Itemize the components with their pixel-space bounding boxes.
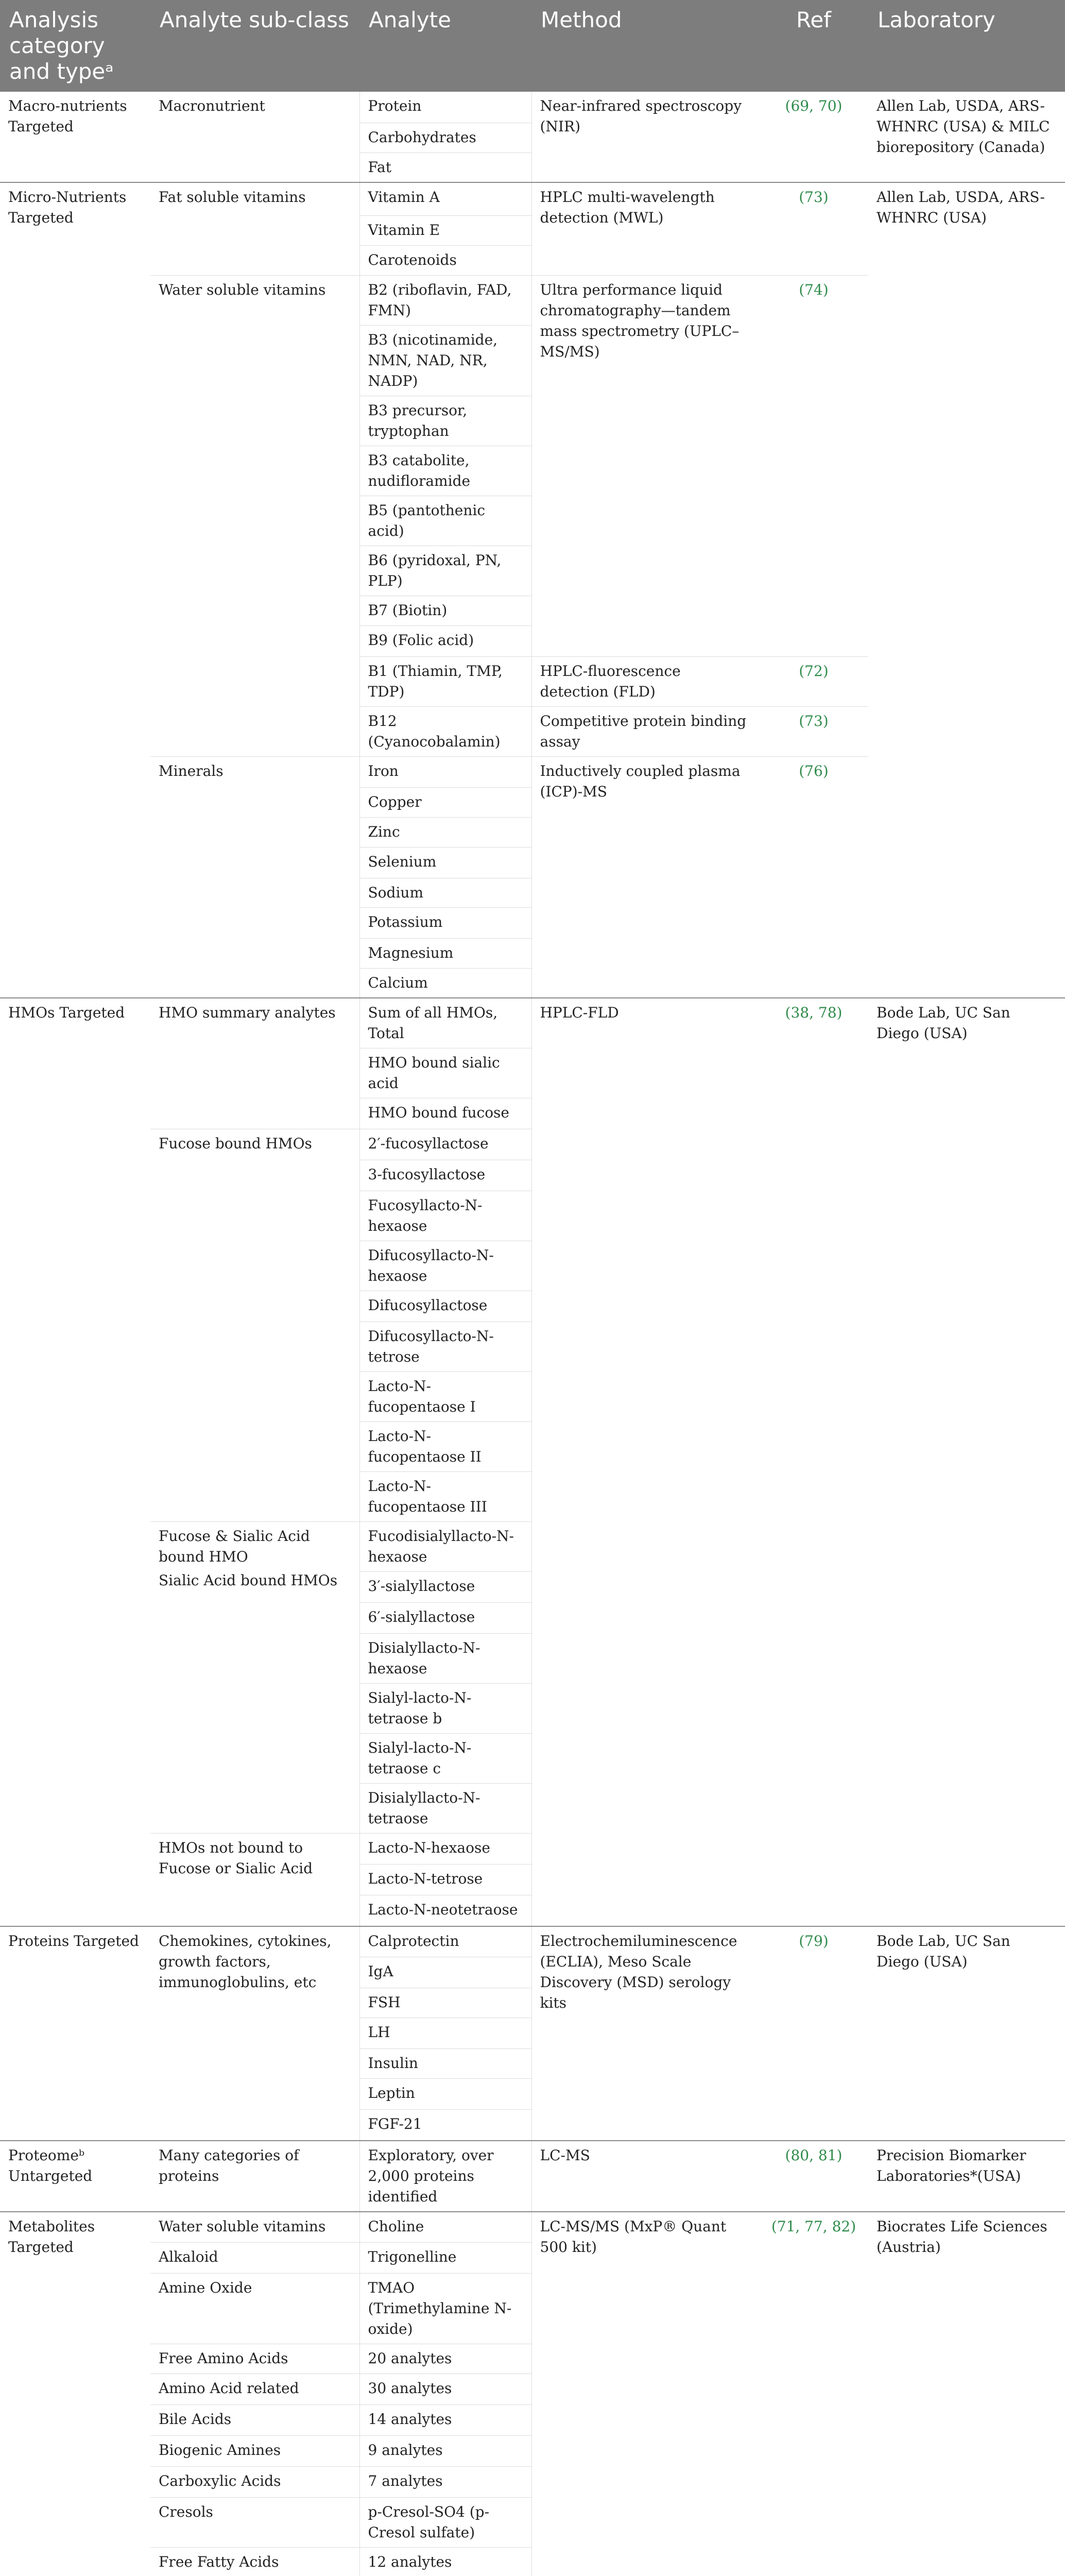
analyte-cell: 14 analytes — [359, 2405, 531, 2436]
subclass-cell: HMO summary analytes — [150, 998, 359, 1129]
subclass-cell: Chemokines, cytokines, growth factors, immunoglobulins, etc — [150, 1926, 359, 2141]
analyte-cell: Lacto-N-hexaose — [359, 1834, 531, 1865]
method-cell: HPLC-fluorescence detection (FLD) — [531, 656, 759, 706]
ref-cell — [759, 275, 868, 656]
analyte-cell: B7 (Biotin) — [359, 596, 531, 625]
method-cell: Ultra performance liquid chromatography—tandem mass spectrometry (UPLC–MS/MS) — [531, 275, 759, 656]
subclass-cell: Minerals — [150, 756, 359, 998]
laboratory-cell: Bode Lab, UC San Diego (USA) — [868, 1926, 1065, 2141]
subclass-cell: Macronutrient — [150, 92, 359, 182]
reference-link[interactable]: (79) — [799, 1932, 829, 1950]
subclass-cell: Biogenic Amines — [150, 2436, 359, 2467]
analyte-cell: FSH — [359, 1988, 531, 2018]
analyte-cell: B6 (pyridoxal, PN, PLP) — [359, 546, 531, 596]
method-cell: LC-MS — [531, 2141, 759, 2212]
analyte-cell: IgA — [359, 1957, 531, 1988]
subclass-cell: Free Fatty Acids — [150, 2548, 359, 2576]
analyte-cell: LH — [359, 2018, 531, 2049]
analyte-cell: Vitamin E — [359, 215, 531, 245]
analyte-cell: Leptin — [359, 2079, 531, 2110]
analyte-cell: Disialyllacto-N-tetraose — [359, 1784, 531, 1834]
laboratory-cell: Bode Lab, UC San Diego (USA) — [868, 998, 1065, 1926]
analyte-cell: Sodium — [359, 878, 531, 907]
subclass-cell: Many categories of proteins — [150, 2141, 359, 2212]
category-cell: Macro-nutrients Targeted — [0, 92, 150, 182]
analyte-cell: Calprotectin — [359, 1926, 531, 1957]
laboratory-cell: Biocrates Life Sciences (Austria) — [868, 2212, 1065, 2576]
laboratory-cell: Allen Lab, USDA, ARS-WHNRC (USA) & MILC biorepository (Canada) — [868, 92, 1065, 182]
category-cell: HMOs Targeted — [0, 998, 150, 1926]
analyte-cell: Difucosyllactose — [359, 1291, 531, 1322]
category-cell: Metabolites Targeted — [0, 2212, 150, 2576]
analyte-cell: Disialyllacto-N-hexaose — [359, 1634, 531, 1684]
analyte-cell: Lacto-N-tetrose — [359, 1865, 531, 1895]
analyte-cell: B3 precursor, tryptophan — [359, 396, 531, 446]
analyte-cell: Lacto-N-fucopentaose I — [359, 1372, 531, 1422]
ref-cell — [759, 706, 868, 756]
analyte-cell: FGF-21 — [359, 2110, 531, 2141]
method-cell: Electrochemiluminescence (ECLIA), Meso Scale Discovery (MSD) serology kits — [531, 1926, 759, 2141]
analyte-cell: Exploratory, over 2,000 proteins identified — [359, 2141, 531, 2212]
subclass-cell: Amino Acid related — [150, 2374, 359, 2405]
analyte-cell: Selenium — [359, 847, 531, 878]
subclass-cell: Water soluble vitamins — [150, 275, 359, 756]
table-row — [0, 2212, 1065, 2243]
header-ref: Ref — [759, 0, 868, 92]
analyte-cell: Choline — [359, 2212, 531, 2243]
analyte-cell: 2′-fucosyllactose — [359, 1129, 531, 1160]
method-cell: HPLC-FLD — [531, 998, 759, 1926]
category-cell: Proteomeᵇ Untargeted — [0, 2141, 150, 2212]
subclass-cell: Free Amino Acids — [150, 2344, 359, 2374]
ref-cell — [759, 182, 868, 275]
reference-link[interactable]: (74) — [799, 281, 829, 298]
analyte-cell: Trigonelline — [359, 2243, 531, 2274]
analyte-cell: 9 analytes — [359, 2436, 531, 2467]
analyte-cell: B3 catabolite, nudifloramide — [359, 446, 531, 496]
subclass-cell: Bile Acids — [150, 2405, 359, 2436]
analyte-cell: p-Cresol-SO4 (p-Cresol sulfate) — [359, 2498, 531, 2548]
analyte-cell: Fat — [359, 152, 531, 182]
analyte-cell: Insulin — [359, 2049, 531, 2079]
analyte-cell: Copper — [359, 787, 531, 817]
category-cell: Proteins Targeted — [0, 1926, 150, 2141]
table-header-row — [0, 0, 1065, 92]
ref-cell — [759, 756, 868, 998]
analyte-cell: Lacto-N-neotetraose — [359, 1895, 531, 1926]
header-method: Method — [531, 0, 759, 92]
table-body — [0, 92, 1065, 2576]
analyte-cell: Protein — [359, 92, 531, 123]
ref-cell — [759, 2141, 868, 2212]
analyte-cell: B5 (pantothenic acid) — [359, 496, 531, 546]
analyte-cell: HMO bound sialic acid — [359, 1048, 531, 1098]
table-row — [0, 92, 1065, 123]
analyte-cell: Difucosyllacto-N-hexaose — [359, 1241, 531, 1291]
laboratory-cell: Precision Biomarker Laboratories*(USA) — [868, 2141, 1065, 2212]
subclass-cell: Fat soluble vitamins — [150, 182, 359, 275]
reference-link[interactable]: (69, 70) — [785, 97, 843, 114]
header-analyte: Analyte — [359, 0, 531, 92]
reference-link[interactable]: (38, 78) — [785, 1004, 843, 1021]
subclass-cell — [150, 1522, 359, 1834]
subclass-cell: Amine Oxide — [150, 2274, 359, 2344]
header-laboratory: Laboratory — [868, 0, 1065, 92]
ref-cell — [759, 2212, 868, 2576]
method-cell: HPLC multi-wavelength detection (MWL) — [531, 182, 759, 275]
reference-link[interactable]: (73) — [799, 712, 829, 730]
method-cell: Competitive protein binding assay — [531, 706, 759, 756]
analyte-cell: Carbohydrates — [359, 123, 531, 152]
analyte-cell: 30 analytes — [359, 2374, 531, 2405]
analyte-cell: Fucosyllacto-N-hexaose — [359, 1191, 531, 1241]
analyte-cell: TMAO (Trimethylamine N-oxide) — [359, 2274, 531, 2344]
analyte-cell: B3 (nicotinamide, NMN, NAD, NR, NADP) — [359, 325, 531, 396]
method-cell: Inductively coupled plasma (ICP)-MS — [531, 756, 759, 998]
subclass-cell: HMOs not bound to Fucose or Sialic Acid — [150, 1834, 359, 1926]
subclass-cell: Water soluble vitamins — [150, 2212, 359, 2243]
analyte-cell: 3-fucosyllactose — [359, 1160, 531, 1191]
analyte-cell: Zinc — [359, 817, 531, 847]
laboratory-cell: Allen Lab, USDA, ARS-WHNRC (USA) — [868, 182, 1065, 998]
analyte-cell: 6′-sialyllactose — [359, 1603, 531, 1634]
analyte-cell: Fucodisialyllacto-N-hexaose — [359, 1522, 531, 1572]
analyte-cell: HMO bound fucose — [359, 1098, 531, 1129]
analyte-cell: Iron — [359, 756, 531, 787]
reference-link[interactable]: (72) — [799, 662, 829, 680]
subclass-cell: Fucose bound HMOs — [150, 1129, 359, 1522]
analyte-cell: Sum of all HMOs, Total — [359, 998, 531, 1048]
ref-cell — [759, 92, 868, 182]
analyte-cell: Calcium — [359, 968, 531, 998]
analyte-cell: 20 analytes — [359, 2344, 531, 2374]
table-row — [0, 1926, 1065, 1957]
subclass-cell: Alkaloid — [150, 2243, 359, 2274]
reference-link[interactable]: (76) — [799, 762, 829, 779]
analyte-cell: Lacto-N-fucopentaose II — [359, 1422, 531, 1472]
analyte-cell: Difucosyllacto-N-tetrose — [359, 1322, 531, 1372]
header-subclass: Analyte sub-class — [150, 0, 359, 92]
analyte-cell: 3′-sialyllactose — [359, 1572, 531, 1603]
reference-link[interactable]: (71, 77, 82) — [771, 2217, 856, 2235]
ref-cell — [759, 656, 868, 706]
analyte-cell: B12 (Cyanocobalamin) — [359, 706, 531, 756]
analyte-cell: Potassium — [359, 907, 531, 938]
analyte-cell: 7 analytes — [359, 2467, 531, 2498]
subclass-cell: Carboxylic Acids — [150, 2467, 359, 2498]
cell-line: Sialic Acid bound HMOs — [159, 1572, 338, 1589]
analyte-cell: Sialyl-lacto-N-tetraose b — [359, 1684, 531, 1734]
ref-cell — [759, 998, 868, 1926]
ref-cell — [759, 1926, 868, 2141]
table-row — [0, 2141, 1065, 2212]
cell-line: Fucose & Sialic Acid bound HMO — [159, 1528, 310, 1565]
analyte-cell: Lacto-N-fucopentaose III — [359, 1472, 531, 1522]
table-row — [0, 182, 1065, 215]
analyte-cell: Magnesium — [359, 938, 531, 968]
method-cell: Near-infrared spectroscopy (NIR) — [531, 92, 759, 182]
reference-link[interactable]: (80, 81) — [785, 2146, 843, 2164]
method-cell: LC-MS/MS (MxP® Quant 500 kit) — [531, 2212, 759, 2576]
category-cell: Micro-Nutrients Targeted — [0, 182, 150, 998]
analyte-cell: Vitamin A — [359, 182, 531, 215]
reference-link[interactable]: (73) — [799, 189, 829, 206]
analyte-cell: B1 (Thiamin, TMP, TDP) — [359, 656, 531, 706]
analyte-cell: B9 (Folic acid) — [359, 625, 531, 656]
analyte-cell: Sialyl-lacto-N-tetraose c — [359, 1734, 531, 1784]
analyte-cell: 12 analytes — [359, 2548, 531, 2576]
analyte-cell: B2 (riboflavin, FAD, FMN) — [359, 275, 531, 325]
subclass-cell: Cresols — [150, 2498, 359, 2548]
analyte-cell: Carotenoids — [359, 245, 531, 275]
table-row — [0, 998, 1065, 1048]
header-category: Analysis category and typeᵃ — [0, 0, 150, 92]
